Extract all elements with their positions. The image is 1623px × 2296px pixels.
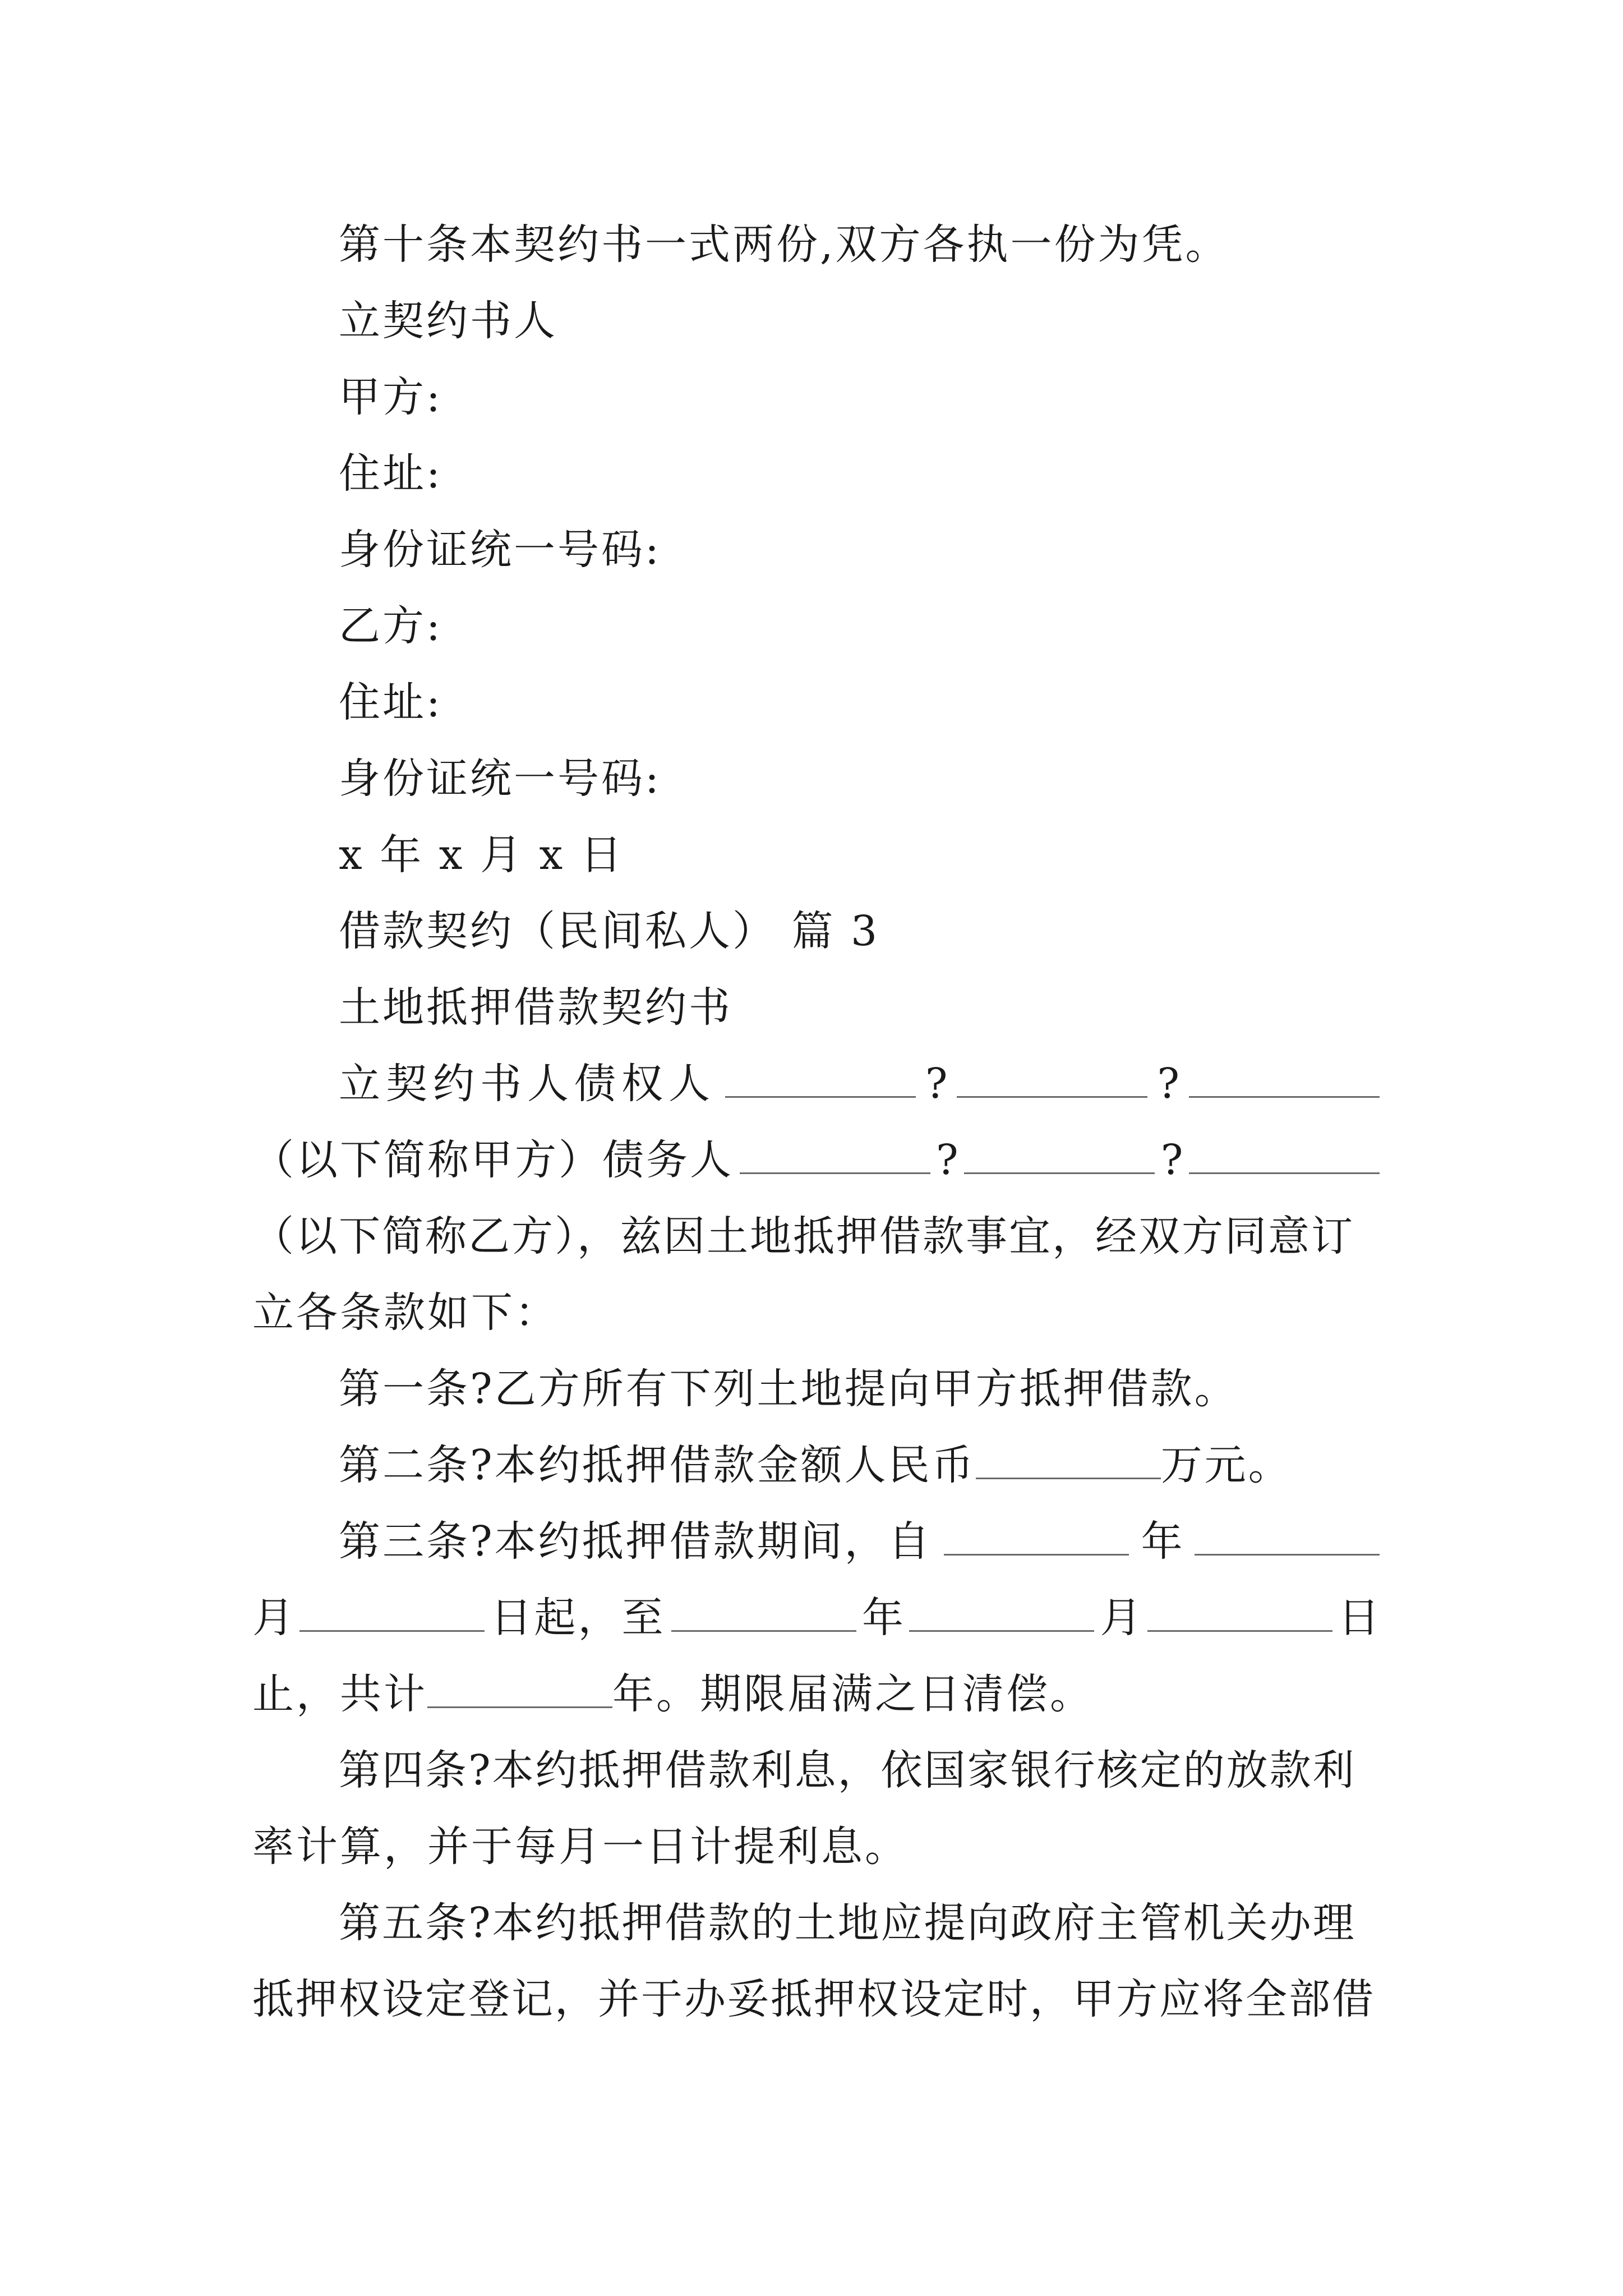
end-year-blank (671, 1596, 856, 1632)
para1-line4: 立各条款如下： (252, 1289, 559, 1337)
party-b-label: 乙方: (339, 602, 442, 650)
article-2 (339, 1438, 1380, 1492)
amount-blank (976, 1444, 1161, 1479)
day-label: 日 (1338, 1594, 1380, 1642)
article-1: 第一条?乙方所有下列土地提向甲方抵押借款。 (339, 1365, 1238, 1413)
party-b-address-label: 住址: (339, 678, 442, 726)
para1-line1 (339, 1057, 1380, 1111)
party-a-address-label: 住址: (339, 449, 442, 498)
separator: ? (1157, 1060, 1180, 1108)
repayment-text: 年。期限届满之日清偿。 (612, 1670, 1094, 1718)
start-day-blank (299, 1596, 485, 1632)
month-label: 月 (252, 1594, 294, 1642)
contract-title: 土地抵押借款契约书 (339, 983, 732, 1032)
article-5-line1: 第五条?本约抵押借款的土地应提向政府主管机关办理 (339, 1899, 1356, 1947)
article-4-line2: 率计算，并于每月一日计提利息。 (252, 1823, 909, 1871)
article-2-text: 第二条?本约抵押借款金额人民币 (339, 1441, 976, 1489)
party-a-id-label: 身份证统一号码: (339, 526, 661, 574)
date-line: x 年 x 月 x 日 (339, 831, 624, 879)
article-3-line1 (339, 1515, 1380, 1568)
total-label: 止，共计 (252, 1670, 427, 1718)
separator: ? (1160, 1136, 1183, 1184)
start-year-blank (944, 1520, 1129, 1556)
year-label: 年 (862, 1594, 903, 1642)
end-month-blank (909, 1596, 1094, 1632)
month-label: 月 (1100, 1594, 1142, 1642)
creditor-blank-2 (957, 1062, 1147, 1098)
article-3-text: 第三条?本约抵押借款期间，自 (339, 1517, 932, 1566)
creditor-blank-3 (1189, 1062, 1380, 1098)
year-label: 年 (1141, 1517, 1183, 1566)
signatory-heading: 立契约书人 (339, 297, 557, 345)
debtor-label: （以下简称甲方）债务人 (252, 1136, 734, 1184)
end-day-blank (1147, 1596, 1332, 1632)
creditor-blank-1 (725, 1062, 916, 1098)
section-title: 借款契约（民间私人） 篇 3 (339, 907, 880, 955)
separator: ? (925, 1060, 948, 1108)
article-3-line2 (252, 1591, 1380, 1645)
creditor-label: 立契约书人债权人 (339, 1060, 716, 1108)
article-3-line3 (252, 1667, 1380, 1721)
debtor-blank-2 (964, 1139, 1155, 1174)
start-month-blank (1195, 1520, 1380, 1556)
party-a-label: 甲方: (339, 373, 442, 421)
article-10: 第十条本契约书一式两份,双方各执一份为凭。 (339, 220, 1229, 269)
debtor-blank-3 (1189, 1139, 1380, 1174)
separator: ? (936, 1136, 958, 1184)
article-4-line1: 第四条?本约抵押借款利息，依国家银行核定的放款利 (339, 1746, 1356, 1795)
party-b-id-label: 身份证统一号码: (339, 754, 661, 803)
from-to-label: 日起，至 (490, 1594, 666, 1642)
para1-line2 (252, 1133, 1380, 1187)
debtor-blank-1 (740, 1139, 930, 1174)
para1-line3: （以下简称乙方），兹因土地抵押借款事宜，经双方同意订 (252, 1212, 1354, 1260)
article-5-line2: 抵押权设定登记，并于办妥抵押权设定时，甲方应将全部借 (252, 1975, 1375, 2023)
article-2-unit: 万元。 (1160, 1441, 1292, 1489)
total-years-blank (427, 1673, 612, 1708)
